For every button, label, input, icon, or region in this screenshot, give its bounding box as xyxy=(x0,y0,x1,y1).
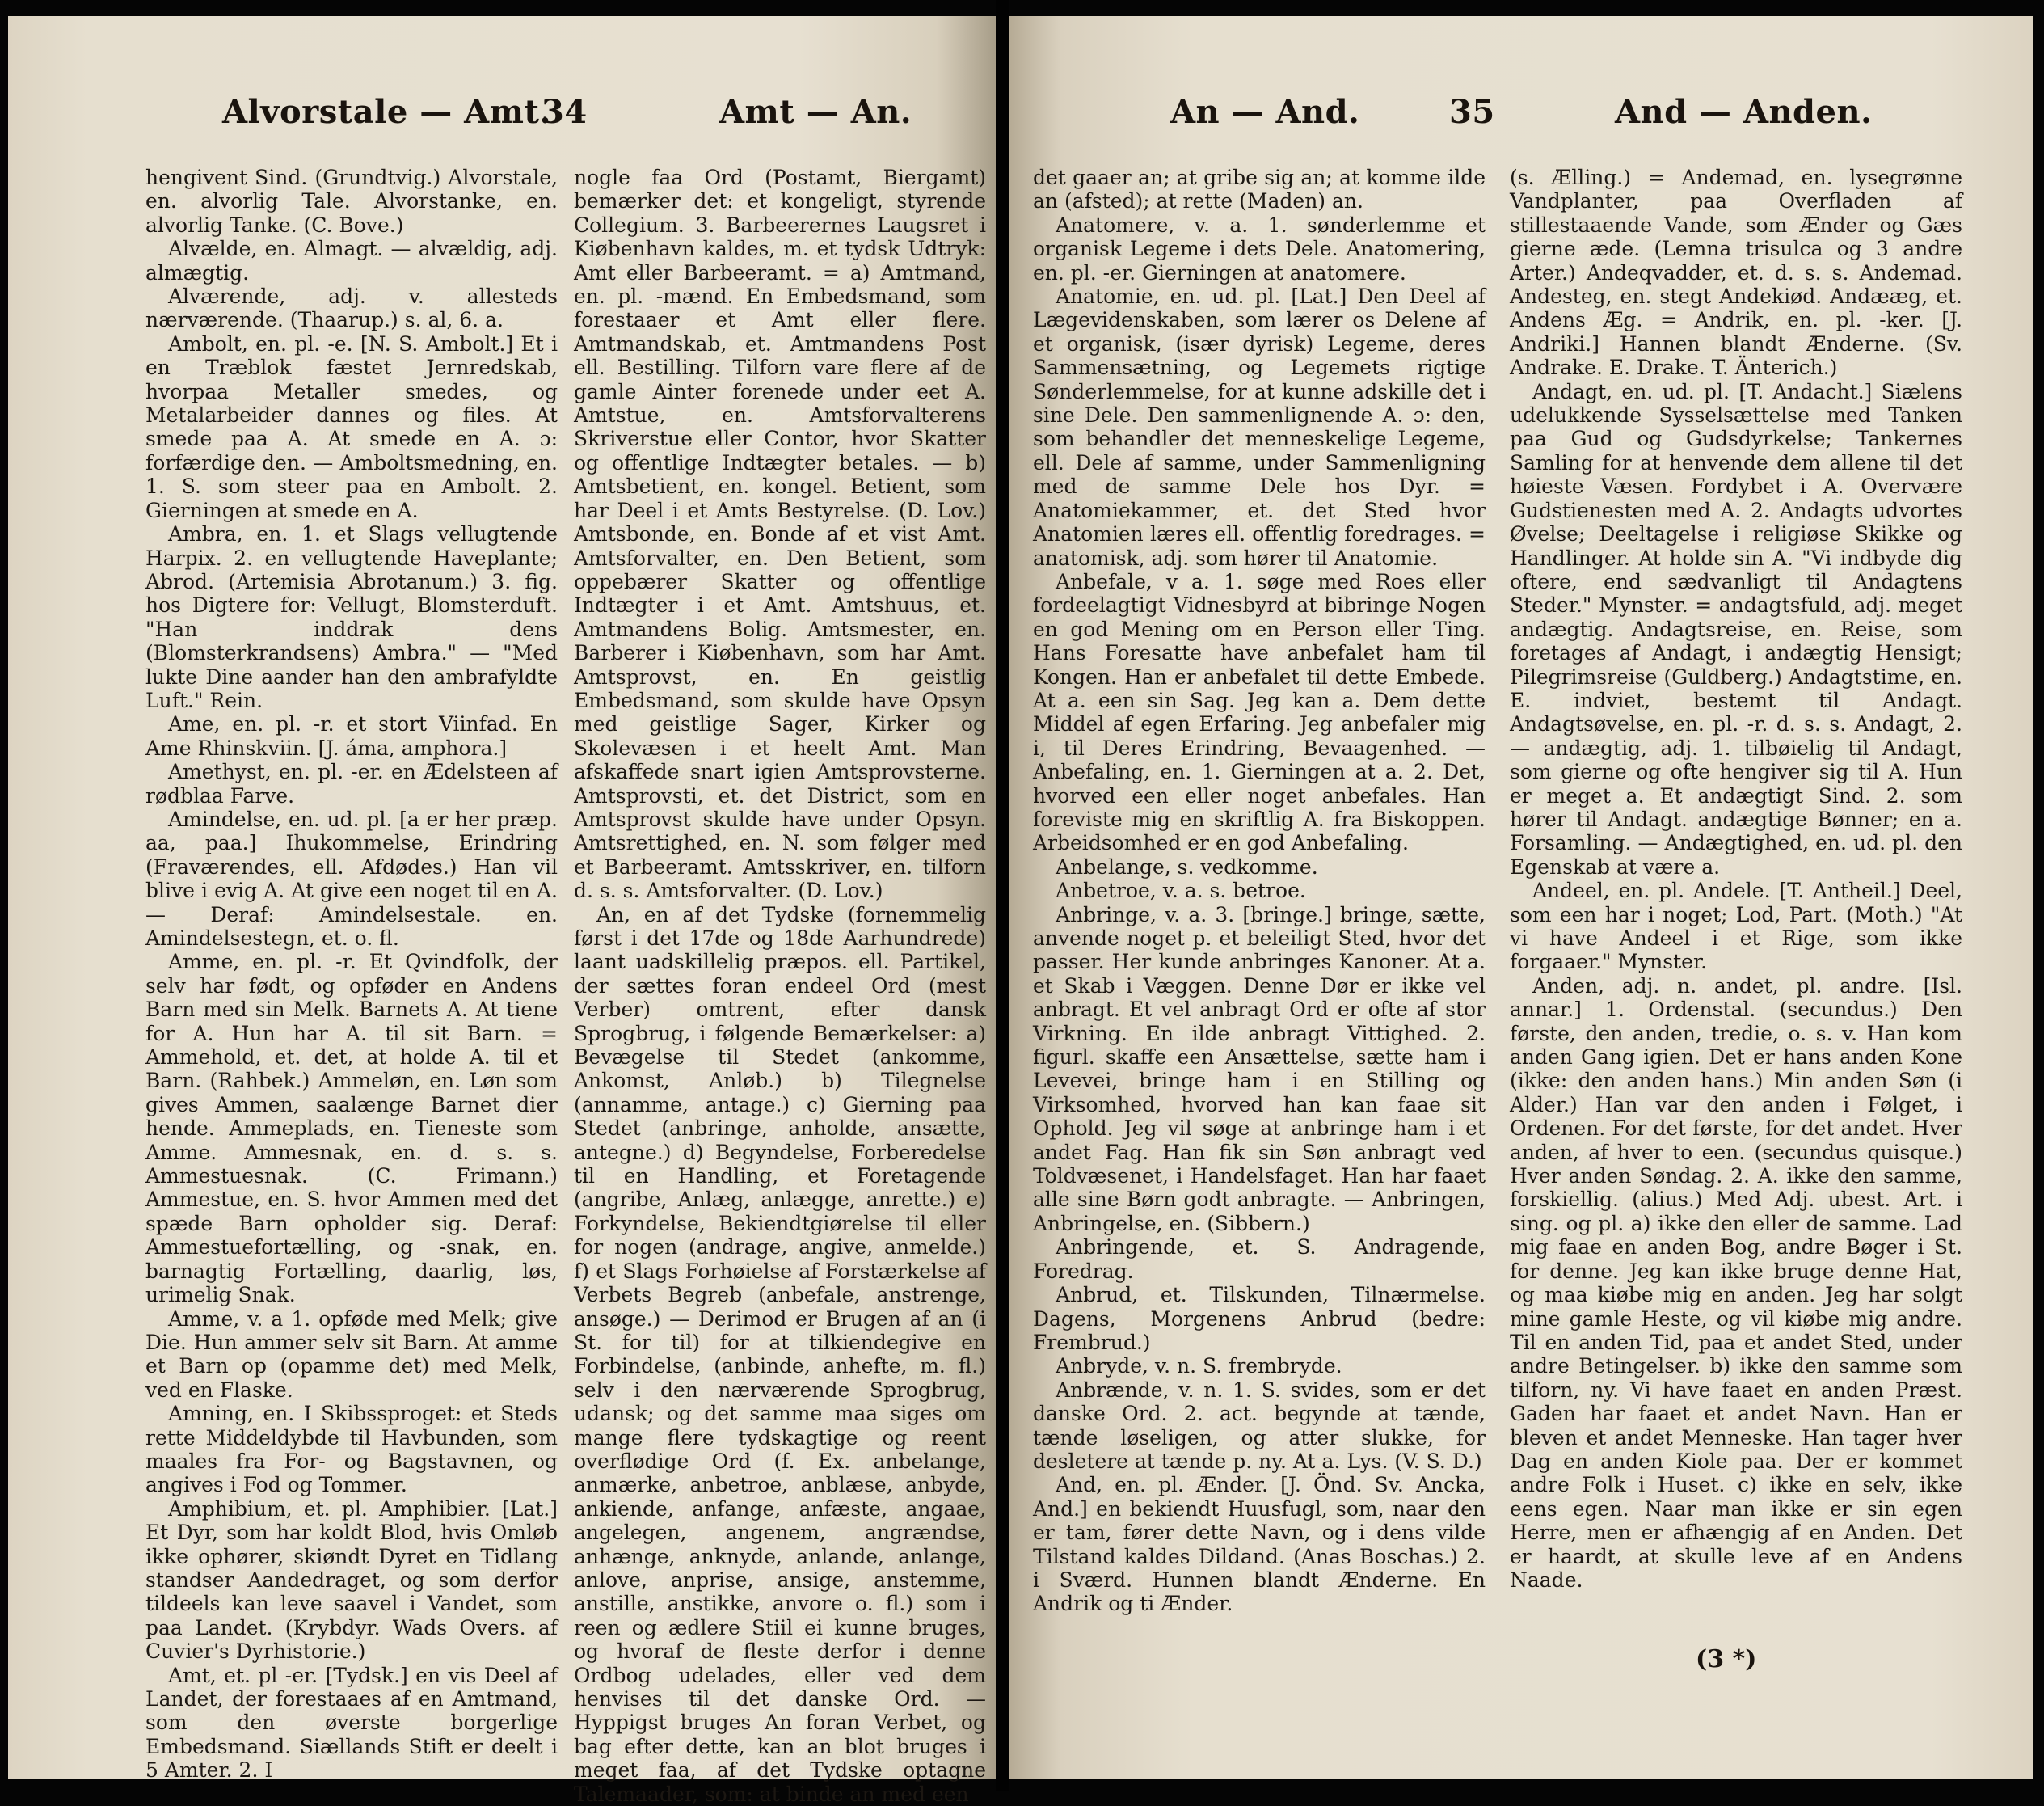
dictionary-entry: Anbrud, et. Tilskunden, Tilnærmelse. Dagens, Morgenens Anbrud (bedre: Frembrud.) xyxy=(1033,1283,1486,1354)
dictionary-entry: Amt, et. pl -er. [Tydsk.] en vis Deel af Landet, der forestaaes af en Amtmand, som den øverste borgerlige Embedsmand. Siællands Stift er deelt i 5 Amter. 2. I xyxy=(145,1663,558,1783)
dictionary-entry: Andagt, en. ud. pl. [T. Andacht.] Siælens udelukkende Sysselsættelse med Tanken paa Gud og Gudsdyrkelse; Tankernes Samling for at henvende dem allene til det høieste Væsen. Fordybet i A. Overvære Gudstienesten med A. 2. Andagts udvortes Øvelse; Deeltagelse i religiøse Skikke og Handlinger. At holde sin A. "Vi indbyde dig oftere, end sædvanligt til Andagtens Steder." Mynster. = andagtsfuld, adj. meget andægtig. Andagtsreise, en. Reise, som foretages af Andagt, i andægtig Hensigt; Pilegrimsreise (Guldberg.) Andagtstime, en. E. indviet, bestemt til Andagt. Andagtsøvelse, en. pl. -r. d. s. s. Andagt, 2. — andægtig, adj. 1. tilbøielig til Andagt, som gierne og ofte hengiver sig til A. Hun er meget a. Et andægtigt Sind. 2. som hører til Andagt. andægtige Bønner; en a. Forsamling. — Andægtighed, en. ud. pl. den Egenskab at være a. xyxy=(1510,379,1962,879)
dictionary-entry: Anatomie, en. ud. pl. [Lat.] Den Deel af Lægevidenskaben, som lærer os Delene af et organisk, (især dyrisk) Legeme, deres Sammensætning, og Legemets rigtige Sønderlemmelse, for at kunne adskille det i sine Dele. Den sammenlignende A. ɔ: den, som behandler det menneskelige Legeme, ell. Dele af samme, under Sammenligning med de samme Dele hos Dyr. = Anatomiekammer, et. det Sted hvor Anatomien læres ell. offentlig foredrages. = anatomisk, adj. som hører til Anatomie. xyxy=(1033,285,1486,570)
right-guide-word-right: And — Anden. xyxy=(1615,93,1873,131)
dictionary-entry: Alvælde, en. Almagt. — alvældig, adj. almægtig. xyxy=(145,237,558,285)
dictionary-entry: Amethyst, en. pl. -er. en Ædelsteen af rødblaa Farve. xyxy=(145,760,558,808)
left-page-number: 34 xyxy=(542,93,588,131)
dictionary-entry: Andeel, en. pl. Andele. [T. Antheil.] Deel, som een har i noget; Lod, Part. (Moth.) "At vi have Andeel i et Rige, som ikke forgaaer." Mynster. xyxy=(1510,879,1962,974)
book-gutter xyxy=(996,0,1009,1791)
dictionary-entry: An, en af det Tydske (fornemmelig først i det 17de og 18de Aarhundrede) laant uadskillelig præpos. ell. Partikel, der sættes foran endeel Ord (mest Verber) omtrent, efter dansk Sprogbrug, i følgende Bemærkelser: a) Bevægelse til Stedet (ankomme, Ankomst, Anløb.) b) Tilegnelse (annamme, antage.) c) Gierning paa Stedet (anbringe, anholde, ansætte, antegne.) d) Begyndelse, Forberedelse til en Handling, et Foretagende (angribe, Anlæg, anlægge, anrette.) e) Forkyndelse, Bekiendtgiørelse til eller for nogen (andrage, angive, anmelde.) f) et Slags Forhøielse af Forstærkelse af Verbets Begreb (anbefale, anstrenge, ansøge.) — Derimod er Brugen af an (i St. for til) for at tilkiendegive en Forbindelse, (anbinde, anhefte, m. fl.) selv i den nærværende Sprogbrug, udansk; og det samme maa siges om mange flere tydskagtige og reent overflødige Ord (f. Ex. anbelange, anmærke, anbetroe, anblæse, anbyde, ankiende, anfange, anfæste, angaae, angelegen, angenem, angrændse, anhænge, anknyde, anlande, anlange, anlove, anprise, ansige, anstemme, anstille, anstikke, anvore o. fl.) som i reen og ædlere Stiil ei kunne bruges, og hvoraf de fleste derfor i denne Ordbog udelades, eller ved dem henvises til det danske Ord. — Hyppigst bruges An foran Verbet, og bag efter dette, kan an blot bruges i meget faa, af det Tydske optagne Talemaader, som: at binde an med een xyxy=(574,902,986,1806)
right-guide-word-left: An — And. xyxy=(1170,93,1360,131)
dictionary-entry: (s. Ælling.) = Andemad, en. lysegrønne Vandplanter, paa Overfladen af stillestaaende Vande, som Ænder og Gæs gierne æde. (Lemna trisulca og 3 andre Arter.) Andeqvadder, et. d. s. s. Andemad. Andesteg, en. stegt Andekiød. Andææg, et. Andens Æg. = Andrik, en. pl. -ker. [J. Andriki.] Hannen blandt Ænderne. (Sv. Andrake. E. Drake. T. Änterich.) xyxy=(1510,166,1962,380)
dictionary-entry: Anbetroe, v. a. s. betroe. xyxy=(1056,879,1306,903)
dictionary-entry: And, en. pl. Ænder. [J. Önd. Sv. Ancka, And.] en bekiendt Huusfugl, som, naar den er tam, fører dette Navn, og i dens vilde Tilstand kaldes Dildand. (Anas Boschas.) 2. i Sværd. Hunnen blandt Ænderne. En Andrik og ti Ænder. xyxy=(1033,1473,1486,1616)
right-page xyxy=(1009,16,2033,1779)
dictionary-entry: Anbryde, v. n. S. frembryde. xyxy=(1056,1354,1342,1378)
dictionary-entry: Anbringe, v. a. 3. [bringe.] bringe, sætte, anvende noget p. et beleiligt Sted, hvor det passer. Her kunde anbringes Kanoner. At a. et Skab i Væggen. Denne Dør er ikke vel anbragt. Et vel anbragt Ord er ofte af stor Virkning. En ilde anbragt Vittighed. 2. figurl. skaffe een Ansættelse, sætte ham i Levevei, bringe ham i en Stilling og Virksomhed, hvorved han kan faae sit Ophold. Jeg vil søge at anbringe ham i et andet Fag. Han fik sin Søn anbragt ved Toldvæsenet, i Handelsfaget. Han har faaet alle sine Børn godt anbragte. — Anbringen, Anbringelse, en. (Sibbern.) xyxy=(1033,902,1486,1235)
dictionary-entry: Anatomere, v. a. 1. sønderlemme et organisk Legeme i dets Dele. Anatomering, en. pl. -er. Gierningen at anatomere. xyxy=(1033,213,1486,285)
right-page-number: 35 xyxy=(1449,93,1495,131)
dictionary-entry: Ame, en. pl. -r. et stort Viinfad. En Ame Rhinskviin. [J. áma, amphora.] xyxy=(145,712,558,760)
left-guide-word-left: Alvorstale — Amt. xyxy=(222,93,551,131)
dictionary-entry: hengivent Sind. (Grundtvig.) Alvorstale, en. alvorlig Tale. Alvorstanke, en. alvorlig Tanke. (C. Bove.) xyxy=(145,166,558,237)
dictionary-entry: Anbrænde, v. n. 1. S. svides, som er det danske Ord. 2. act. begynde at tænde, tænde løseligen, og atter slukke, for desletere at tænde p. ny. At a. Lys. (V. S. D.) xyxy=(1033,1378,1486,1473)
left-guide-word-right: Amt — An. xyxy=(719,93,912,131)
dictionary-entry: nogle faa Ord (Postamt, Biergamt) bemærker det: et kongeligt, styrende Collegium. 3. Barbeerernes Laugsret i Kiøbenhavn kaldes, m. et tydsk Udtryk: Amt eller Barbeeramt. = a) Amtmand, en. pl. -mænd. En Embedsmand, som forestaaer et Amt eller flere. Amtmandskab, et. Amtmandens Post ell. Bestilling. Tilforn vare flere af de gamle Ainter forenede under eet A. Amtstue, en. Amtsforvalterens Skriverstue eller Contor, hvor Skatter og offentlige Indtægter betales. — b) Amtsbetient, en. kongel. Betient, som har Deel i et Amts Bestyrelse. (D. Lov.) Amtsbonde, en. Bonde af et vist Amt. Amtsforvalter, en. Den Betient, som oppebærer Skatter og offentlige Indtægter i et Amt. Amtshuus, et. Amtmandens Bolig. Amtsmester, en. Barberer i Kiøbenhavn, som har Amt. Amtsprovst, en. En geistlig Embedsmand, som skulde have Opsyn med geistlige Sager, Kirker og Skolevæsen i et heelt Amt. Man afskaffede snart igien Amtsprovsterne. Amtsprovsti, et. det District, som en Amtsprovst skulde have under Opsyn. Amtsrettighed, en. N. som følger med et Barbeeramt. Amtsskriver, en. tilforn d. s. s. Amtsforvalter. (D. Lov.) xyxy=(574,166,986,903)
dictionary-entry: Anbelange, s. vedkomme. xyxy=(1056,854,1318,879)
dictionary-entry: Amme, v. a 1. opføde med Melk; give Die. Hun ammer selv sit Barn. At amme et Barn op (opamme det) med Melk, ved en Flaske. xyxy=(145,1306,558,1402)
dictionary-entry: det gaaer an; at gribe sig an; at komme ilde an (afsted); at rette (Maden) an. xyxy=(1033,166,1486,213)
signature-mark: (3 *) xyxy=(1696,1645,1757,1673)
dictionary-entry: Anbringende, et. S. Andragende, Foredrag. xyxy=(1033,1235,1486,1283)
left-column-1 xyxy=(145,166,558,1783)
dictionary-entry: Amme, en. pl. -r. Et Qvindfolk, der selv har født, og opføder en Andens Barn med sin Melk. Barnets A. At tiene for A. Hun har A. til sit Barn. = Ammehold, et. det, at holde A. til et Barn. (Rahbek.) Ammeløn, en. Løn som gives Ammen, saalænge Barnet dier hende. Ammeplads, en. Tieneste som Amme. Ammesnak, en. d. s. s. Ammestuesnak. (C. Frimann.) Ammestue, en. S. hvor Ammen med det spæde Barn opholder sig. Deraf: Ammestuefortælling, og -snak, en. barnagtig Fortælling, daarlig, løs, urimelig Snak. xyxy=(145,950,558,1307)
dictionary-entry: Alværende, adj. v. allesteds nærværende. (Thaarup.) s. al, 6. a. xyxy=(145,285,558,332)
dictionary-entry: Ambra, en. 1. et Slags vellugtende Harpix. 2. en vellugtende Haveplante; Abrod. (Artemisia Abrotanum.) 3. fig. hos Digtere for: Vellugt, Blomsterduft. "Han inddrak dens (Blomsterkrandsens) Ambra." — "Med lukte Dine aander han den ambrafyldte Luft." Rein. xyxy=(145,522,558,712)
dictionary-entry: Anden, adj. n. andet, pl. andre. [Isl. annar.] 1. Ordenstal. (secundus.) Den første, den anden, tredie, o. s. v. Han kom anden Gang igien. Det er hans anden Kone (ikke: den anden hans.) Min anden Søn (i Alder.) Han var den anden i Følget, i Ordenen. For det første, for det andet. Hver anden, af hver to een. (secundus quisque.) Hver anden Søndag. 2. A. ikke den samme, forskiellig. (alius.) Med Adj. ubest. Art. i sing. og pl. a) ikke den eller de samme. Lad mig faae en anden Bog, andre Bøger i St. for denne. Jeg kan ikke bruge denne Hat, og maa kiøbe mig en anden. Jeg har solgt mine gamle Heste, og vil kiøbe mig andre. Til en anden Tid, paa et andet Sted, under andre Betingelser. b) ikke den samme som tilforn, ny. Vi have faaet en anden Præst. Gaden har faaet et andet Navn. Han er bleven et andet Menneske. Han tager hver Dag en anden Kiole paa. Der er kommet andre Folk i Huset. c) ikke en selv, ikke eens egen. Naar man ikke er sin egen Herre, men er afhængig af en Anden. Det er haardt, at skulle leve af en Andens Naade. xyxy=(1510,973,1962,1592)
right-page-header xyxy=(1009,93,2033,141)
right-column-2 xyxy=(1510,166,1962,1673)
dictionary-entry: Amning, en. I Skibssproget: et Steds rette Middeldybde til Havbunden, som maales fra For- og Bagstavnen, og angives i Fod og Tommer. xyxy=(145,1402,558,1497)
dictionary-entry: Amphibium, et. pl. Amphibier. [Lat.] Et Dyr, som har koldt Blod, hvis Omløb ikke ophører, skiøndt Dyret en Tidlang standser Aandedraget, og som derfor tildeels kan leve saavel i Vandet, som paa Landet. (Krybdyr. Wads Overs. af Cuvier's Dyrhistorie.) xyxy=(145,1496,558,1664)
dictionary-entry: Amindelse, en. ud. pl. [a er her præp. aa, paa.] Ihukommelse, Erindring (Fraværendes, ell. Afdødes.) Han vil blive i evig A. At give een noget til en A. — Deraf: Amindelsestale. en. Amindelsestegn, et. o. fl. xyxy=(145,807,558,950)
left-page-header xyxy=(8,93,996,141)
left-page xyxy=(8,16,996,1806)
dictionary-entry: Ambolt, en. pl. -e. [N. S. Ambolt.] Et i en Træblok fæstet Jernredskab, hvorpaa Metaller smedes, og Metalarbeider dannes og files. At smede paa A. At smede en A. ɔ: forfærdige den. — Amboltsmedning, en. 1. S. som steer paa en Ambolt. 2. Gierningen at smede en A. xyxy=(145,331,558,522)
right-column-1 xyxy=(1033,166,1486,1673)
left-column-2 xyxy=(574,166,986,1806)
dictionary-entry: Anbefale, v a. 1. søge med Roes eller fordeelagtigt Vidnesbyrd at bibringe Nogen en god Mening om en Person eller Ting. Hans Foresatte have anbefalet ham til Kongen. Han er anbefalet til dette Embede. At a. een sin Sag. Jeg kan a. Dem dette Middel af egen Erfaring. Jeg anbefaler mig i, til Deres Erindring, Bevaagenhed. — Anbefaling, en. 1. Gierningen at a. 2. Det, hvorved een eller noget anbefales. Han foreviste mig en skriftlig A. fra Biskoppen. Arbeidsomhed er en god Anbefaling. xyxy=(1033,569,1486,855)
